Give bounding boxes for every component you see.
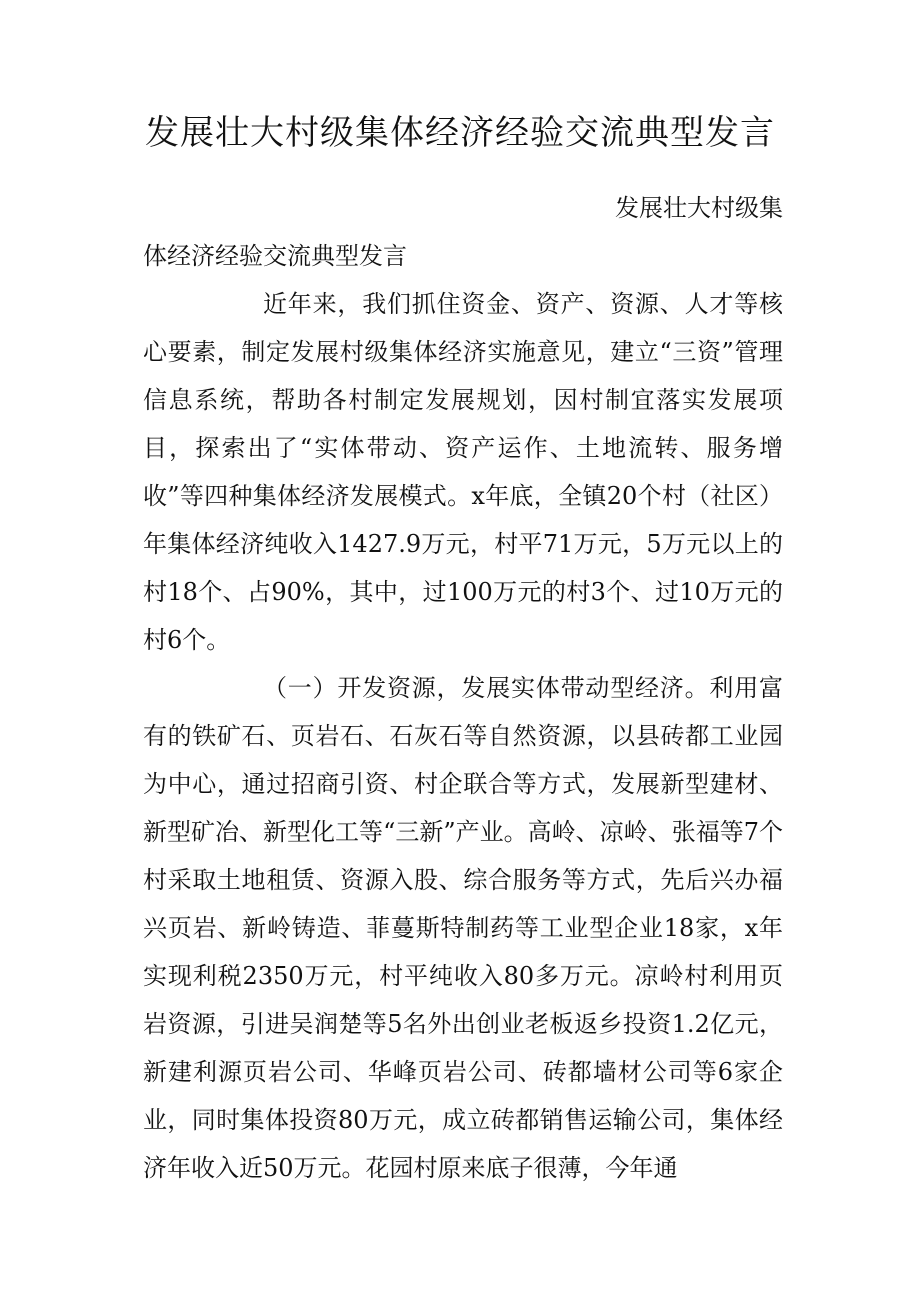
subtitle-line-1: 发展壮大村级集 [615,194,783,222]
subtitle-line-2: 体经济经验交流典型发言 [143,242,407,270]
paragraph-intro: 近年来，我们抓住资金、资产、资源、人才等核心要素，制定发展村级集体经济实施意见，建立“三资”管理信息系统，帮助各村制定发展规划，因村制宜落实发展项目，探索出了“实体带动、资产运作、土地流转、服务增收”等四种集体经济发展模式。x年底，全镇20个村（社区）年集体经济纯收入1427.9万元，村平71万元，5万元以上的村18个、占90%，其中，过100万元的村3个、过10万元的村6个。 [143,290,783,654]
paragraph-section-1: （一）开发资源，发展实体带动型经济。利用富有的铁矿石、页岩石、石灰石等自然资源，以县砖都工业园为中心，通过招商引资、村企联合等方式，发展新型建材、新型矿冶、新型化工等“三新”产业。高岭、凉岭、张福等7个村采取土地租赁、资源入股、综合服务等方式，先后兴办福兴页岩、新岭铸造、菲蔓斯特制药等工业型企业18家，x年实现利税2350万元，村平纯收入80多万元。凉岭村利用页岩资源，引进吴润楚等5名外出创业老板返乡投资1.2亿元，新建利源页岩公司、华峰页岩公司、砖都墙材公司等6家企业，同时集体投资80万元，成立砖都销售运输公司，集体经济年收入近50万元。花园村原来底子很薄，今年通 [143,674,783,1182]
document-body [143,184,783,1192]
document-title: 发展壮大村级集体经济经验交流典型发言 [145,113,775,153]
